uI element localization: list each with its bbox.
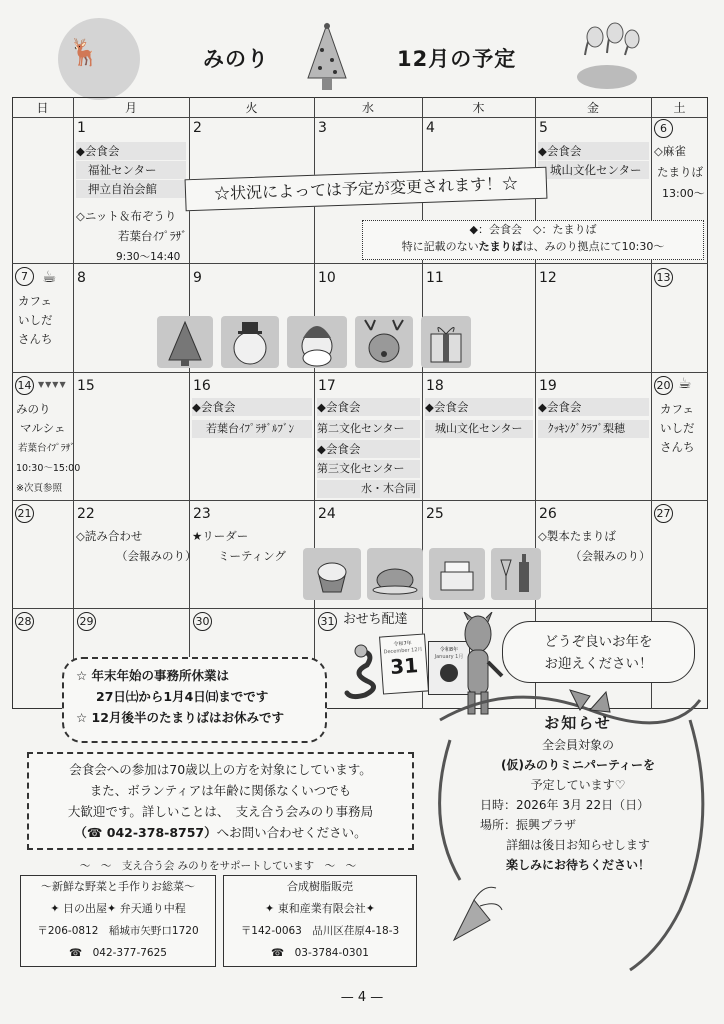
day-number: 8: [77, 270, 86, 286]
day-number: 5: [539, 120, 548, 136]
event-meal: ◆会食会: [317, 440, 420, 458]
day-number: 22: [77, 506, 95, 522]
event-meal: ◆会食会: [538, 142, 649, 160]
sponsor-phone: ☎ 042-377-7625: [69, 947, 167, 959]
event-venue: 城山文化センター: [538, 161, 649, 179]
event-marche: マルシェ: [20, 421, 66, 435]
legend-text: 特に記載のない: [401, 240, 479, 253]
event-venue: 第二文化センター: [317, 420, 420, 438]
meal-notice-line: 大歓迎です。詳しいことは、 支え合う会みのり事務局: [67, 804, 374, 819]
page-number: — 4 —: [340, 990, 384, 1005]
weekday-mon: 月: [124, 101, 137, 115]
event-cafe: いしだ: [660, 421, 695, 435]
event-venue: 押立自治会館: [76, 180, 186, 198]
day-number: 11: [426, 270, 444, 286]
coffee-cup-icon: ☕: [678, 374, 692, 392]
year-label: 令和8年: [439, 647, 459, 653]
info-heading: お知らせ: [544, 714, 612, 732]
legend-line-2: [363, 238, 703, 255]
day-number: 3: [318, 120, 327, 136]
grid-line: [12, 372, 708, 373]
meal-notice-text: へお問い合わせください。: [216, 825, 367, 840]
weekday-wed: 水: [361, 101, 374, 115]
day-number: 7: [15, 267, 34, 286]
event-note: ※次頁参照: [16, 483, 62, 494]
meal-notice-box: [27, 752, 414, 850]
grid-line: [73, 97, 74, 709]
event-venue: 福祉センター: [76, 161, 186, 179]
day-number: 15: [77, 378, 95, 394]
meal-notice-line: また、ボランティアは年齢に関係なくいつでも: [89, 783, 352, 798]
sponsor-name: ✦ 日の出屋✦ 弁天通り中程: [50, 902, 186, 915]
holiday-notice: [62, 657, 327, 743]
event-time: 10:30～15:00: [16, 463, 81, 474]
info-line: 詳細は後日お知らせします: [506, 838, 650, 852]
day-number: 18: [426, 378, 444, 394]
holiday-line: 27日㈯から1月4日㈰までです: [96, 689, 269, 704]
sponsor-name: ✦ 東和産業有限会社✦: [265, 902, 375, 915]
day-number: 4: [426, 120, 435, 136]
day-number: 2: [193, 120, 202, 136]
cake-icon: [429, 548, 485, 600]
event-time: 9:30～14:40: [116, 251, 181, 263]
new-year-greeting-bubble: [502, 621, 695, 683]
event-cafe: カフェ: [660, 402, 694, 416]
greeting-line: お迎えください！: [544, 656, 653, 672]
party-popper-icon: [444, 880, 506, 950]
reindeer-icon: [355, 316, 413, 368]
weekday-thu: 木: [472, 101, 485, 115]
event-meal: ◆会食会: [192, 398, 312, 416]
christmas-tree-icon: [302, 20, 352, 95]
weekday-fri: 金: [586, 101, 599, 115]
sponsor-box-hinodeya: [20, 875, 216, 967]
event-time: 13:00～: [662, 187, 705, 200]
grid-line: [12, 608, 708, 609]
event-note: 水・木合同: [317, 480, 420, 498]
day-number: 31: [318, 612, 337, 631]
day-number: 20: [654, 376, 673, 395]
info-line: 全会員対象の: [541, 738, 614, 752]
day-number: 6: [654, 119, 673, 138]
event-cafe: さんち: [660, 440, 695, 454]
meal-notice-contact: [29, 822, 412, 843]
legend-box: [362, 220, 704, 260]
greeting-line: どうぞ良いお年を: [544, 634, 653, 650]
sleigh-icon: 🦌: [68, 38, 101, 68]
event-venue: 城山文化センター: [425, 420, 533, 438]
weekday-tue: 火: [245, 101, 258, 115]
event-venue: ｸｯｷﾝｸﾞｸﾗﾌﾞ梨穂: [538, 420, 649, 438]
event-venue: 第三文化センター: [317, 460, 420, 478]
day-number: 16: [193, 378, 211, 394]
bunting-decoration: ▼▼▼▼: [38, 380, 67, 389]
event-venue: たまりば: [657, 165, 703, 179]
month-heading: 12月の予定: [397, 47, 517, 71]
day-number: 14: [15, 376, 34, 395]
meal-notice-line: 会食会への参加は70歳以上の方を対象にしています。: [69, 762, 372, 777]
event-marche: みのり: [16, 402, 51, 416]
day-number: 10: [318, 270, 336, 286]
day-number: 27: [654, 504, 673, 523]
day-number: 23: [193, 506, 211, 522]
day-number: 21: [15, 504, 34, 523]
sponsor-box-towa: [223, 875, 417, 967]
snake-icon: [341, 643, 383, 703]
sponsor-address: 〒206-0812 稲城市矢野口1720: [37, 925, 199, 937]
snowman-icon: [221, 316, 279, 368]
santa-icon: [287, 316, 347, 368]
event-tamariba: ◇製本たまりば: [538, 529, 616, 543]
day-number: 26: [539, 506, 557, 522]
event-note: （会報みのり）: [570, 549, 651, 563]
event-venue: 若葉台ｲﾌﾟﾗｻﾞﾙﾌﾞﾝ: [192, 420, 312, 438]
event-tamariba: ◇読み合わせ: [76, 529, 143, 543]
cupcake-icon: [303, 548, 361, 600]
date-label: 31: [389, 653, 419, 679]
legend-line: ◆：会食会 ◇：たまりば: [469, 223, 597, 236]
event-cafe: カフェ: [18, 294, 52, 308]
legend-text: は、みのり拠点にて10:30～: [522, 240, 665, 253]
event-venue: 若葉台ｲﾌﾟﾗｻﾞ: [18, 443, 76, 454]
event-leader: ミーティング: [218, 549, 286, 563]
wine-glass-bottle-icon: [491, 548, 541, 600]
event-osechi: おせち配達: [343, 612, 408, 627]
weekday-sun: 日: [36, 101, 49, 115]
cyclamen-flower-icon: [565, 15, 650, 95]
gift-box-icon: [421, 316, 471, 368]
day-number: 24: [318, 506, 336, 522]
santa-sleigh-illustration: [58, 18, 140, 100]
info-place: 場所：振興プラザ: [480, 818, 577, 832]
schedule-change-notice: ☆状況によっては予定が変更されます！☆: [185, 167, 548, 212]
day-number: 1: [77, 120, 86, 136]
event-meal: ◆会食会: [317, 398, 420, 416]
event-meal: ◆会食会: [425, 398, 533, 416]
event-meal: ◆会食会: [538, 398, 649, 416]
info-date: 日時：2026年 3月 22日（日）: [480, 798, 650, 812]
day-number: 12: [539, 270, 557, 286]
event-meal: ◆会食会: [76, 142, 186, 160]
grid-line: [12, 500, 708, 501]
day-number: 28: [15, 612, 34, 631]
event-note: （会報みのり）: [116, 549, 197, 563]
weekday-sat: 土: [673, 101, 686, 115]
coffee-cup-icon: ☕: [42, 267, 57, 286]
office-phone: （☎ 042-378-8757）: [74, 825, 217, 840]
holiday-line: ☆ 12月後半のたまりばはお休みです: [76, 710, 284, 725]
roast-chicken-icon: [367, 548, 423, 600]
year-label: 令和7年: [393, 640, 412, 648]
newsletter-title: みのり: [203, 47, 269, 71]
day-number: 17: [318, 378, 336, 394]
info-notice: [468, 713, 688, 875]
day-number: 13: [654, 268, 673, 287]
info-closing: 楽しみにお待ちください！: [505, 858, 650, 872]
event-tamariba: ◇ニット＆布ぞうり: [76, 209, 177, 223]
event-cafe: さんち: [18, 332, 53, 346]
holiday-line: ☆ 年末年始の事務所休業は: [76, 668, 230, 683]
day-number: 25: [426, 506, 444, 522]
sponsors-heading: ～ ～ 支え合う会 みのりをサポートしています ～ ～: [79, 860, 357, 872]
christmas-tree-icon: [157, 316, 213, 368]
event-venue: 若葉台ｲﾌﾟﾗｻﾞ: [118, 229, 187, 243]
sponsor-tagline: ～新鮮な野菜と手作りお総菜～: [41, 880, 195, 893]
month-label: December 12月: [383, 646, 423, 656]
info-line: 予定しています♡: [530, 778, 626, 792]
info-line: (仮)みのりミニパーティーを: [500, 758, 655, 772]
event-tamariba: ◇麻雀: [654, 144, 686, 158]
grid-line: [651, 97, 652, 709]
sponsor-address: 〒142-0063 品川区荏原4-18-3: [240, 925, 400, 937]
sponsor-tagline: 合成樹脂販売: [287, 880, 353, 893]
month-label: January 1月: [434, 654, 464, 660]
day-number: 9: [193, 270, 202, 286]
event-leader: ★リーダー: [192, 529, 249, 543]
day-number: 19: [539, 378, 557, 394]
day-number: 30: [193, 612, 212, 631]
event-cafe: いしだ: [18, 313, 53, 327]
grid-line: [12, 117, 708, 118]
day-number: 29: [77, 612, 96, 631]
sponsor-phone: ☎ 03-3784-0301: [271, 947, 369, 959]
legend-text-bold: たまりば: [478, 240, 523, 253]
calendar-page-december: [379, 633, 429, 694]
